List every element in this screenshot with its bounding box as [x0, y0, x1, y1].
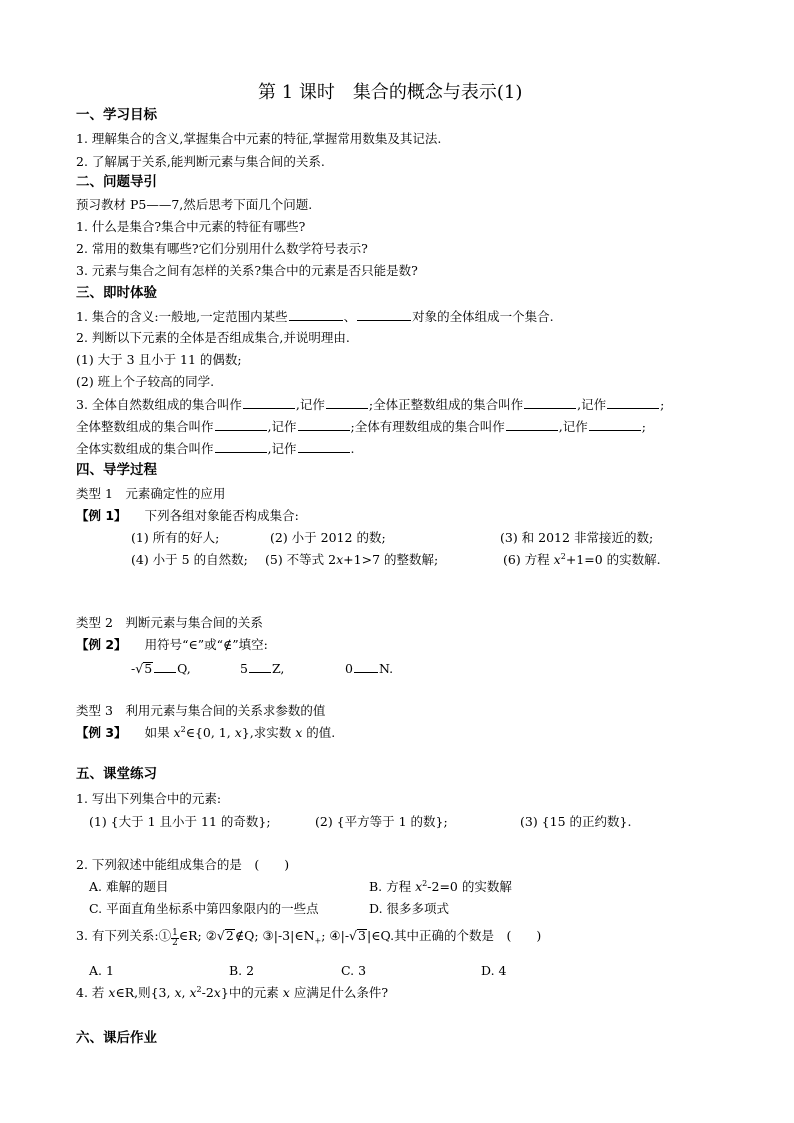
blank[interactable]: [249, 660, 271, 673]
section-heading-practice: 五、课堂练习: [76, 766, 157, 782]
blank[interactable]: [326, 396, 368, 409]
page-title: 第 1 课时 集合的概念与表示(1): [258, 82, 523, 103]
section-heading-questions: 二、问题导引: [76, 174, 157, 190]
blank[interactable]: [243, 396, 295, 409]
type-1-heading: 类型 1 元素确定性的应用: [76, 486, 226, 501]
example-2-item: 5 Z,: [240, 661, 285, 676]
example-1-option: (3) 和 2012 非常接近的数;: [500, 530, 654, 545]
practice-4: 4. 若 x∈R,则{3, x, $x^2-2x$}中的元素 x 应满足什么条件?: [76, 985, 389, 1001]
practice-2-option: A. 难解的题目: [89, 879, 169, 894]
example-1: 【例 1】 下列各组对象能否构成集合:: [76, 508, 299, 523]
practice-1-item: (1) {大于 1 且小于 11 的奇数};: [89, 814, 271, 829]
question-item: 1. 什么是集合?集合中元素的特征有哪些?: [76, 219, 306, 234]
section-heading-process: 四、导学过程: [76, 462, 157, 478]
blank[interactable]: [607, 396, 659, 409]
practice-3: 3. 有下列关系:① $\frac{1}{2}$ ∈R; ②√2∉Q; $③|-3|\in N_+$; ④|-√3|∈Q.其中正确的个数是 ( ): [76, 928, 542, 948]
blank[interactable]: [154, 660, 176, 673]
blank[interactable]: [589, 418, 641, 431]
blank[interactable]: [215, 440, 267, 453]
goal-item: 1. 理解集合的含义,掌握集合中元素的特征,掌握常用数集及其记法.: [76, 131, 442, 146]
judge-item: (1) 大于 3 且小于 11 的偶数;: [76, 352, 242, 367]
blank[interactable]: [524, 396, 576, 409]
example-1-option: (1) 所有的好人;: [131, 530, 220, 545]
judge-item: (2) 班上个子较高的同学.: [76, 374, 215, 389]
example-3: 【例 3】 如果 $x^2\in\{0$, 1, x},求实数 x 的值.: [76, 725, 336, 741]
fraction-one-half: $\frac{1}{2}$: [172, 928, 178, 948]
question-item: 3. 元素与集合之间有怎样的关系?集合中的元素是否只能是数?: [76, 263, 418, 278]
practice-3-option: B. 2: [229, 963, 255, 978]
example-2-item: 0 N.: [345, 661, 394, 676]
judge-question: 2. 判断以下元素的全体是否组成集合,并说明理由.: [76, 330, 350, 345]
type-3-heading: 类型 3 利用元素与集合间的关系求参数的值: [76, 703, 326, 718]
blank[interactable]: [298, 418, 350, 431]
practice-1: 1. 写出下列集合中的元素:: [76, 791, 222, 806]
number-set-question: 全体整数组成的集合叫作 ,记作 ;全体有理数组成的集合叫作 ,记作 ;: [76, 419, 646, 434]
practice-3-option: C. 3: [341, 963, 367, 978]
concept-question: 1. 集合的含义:一般地,一定范围内某些 、 对象的全体组成一个集合.: [76, 309, 554, 324]
blank[interactable]: [215, 418, 267, 431]
example-1-option: (4) 小于 5 的自然数;: [131, 552, 248, 567]
example-1-option: (2) 小于 2012 的数;: [270, 530, 386, 545]
question-item: 2. 常用的数集有哪些?它们分别用什么数学符号表示?: [76, 241, 368, 256]
section-heading-goals: 一、学习目标: [76, 107, 157, 123]
practice-2-option: D. 很多多项式: [369, 901, 450, 916]
type-2-heading: 类型 2 判断元素与集合间的关系: [76, 615, 263, 630]
practice-1-item: (3) {15 的正约数}.: [520, 814, 632, 829]
practice-1-item: (2) {平方等于 1 的数};: [315, 814, 448, 829]
practice-2-option: B. 方程 $x^2-2=0$ 的实数解: [369, 879, 512, 895]
blank[interactable]: [357, 308, 411, 321]
practice-2: 2. 下列叙述中能组成集合的是 ( ): [76, 857, 290, 872]
blank[interactable]: [298, 440, 350, 453]
example-2-item: -√5 Q,: [131, 661, 191, 676]
blank[interactable]: [354, 660, 378, 673]
section-heading-homework: 六、课后作业: [76, 1030, 157, 1046]
number-set-question: 全体实数组成的集合叫作 ,记作 .: [76, 441, 355, 456]
example-1-option: (5) 不等式 2x+1>7 的整数解;: [265, 552, 439, 567]
blank[interactable]: [289, 308, 343, 321]
practice-3-option: A. 1: [89, 963, 114, 978]
number-set-question: 3. 全体自然数组成的集合叫作 ,记作 ;全体正整数组成的集合叫作 ,记作 ;: [76, 397, 665, 412]
practice-2-option: C. 平面直角坐标系中第四象限内的一些点: [89, 901, 319, 916]
practice-3-option: D. 4: [481, 963, 507, 978]
section-heading-experience: 三、即时体验: [76, 285, 157, 301]
preview-intro: 预习教材 P5——7,然后思考下面几个问题.: [76, 197, 313, 212]
goal-item: 2. 了解属于关系,能判断元素与集合间的关系.: [76, 154, 325, 169]
example-1-option: (6) 方程 $x^2+1=0$ 的实数解.: [503, 552, 661, 568]
example-2: 【例 2】 用符号“∈”或“∉”填空:: [76, 637, 268, 652]
blank[interactable]: [506, 418, 558, 431]
